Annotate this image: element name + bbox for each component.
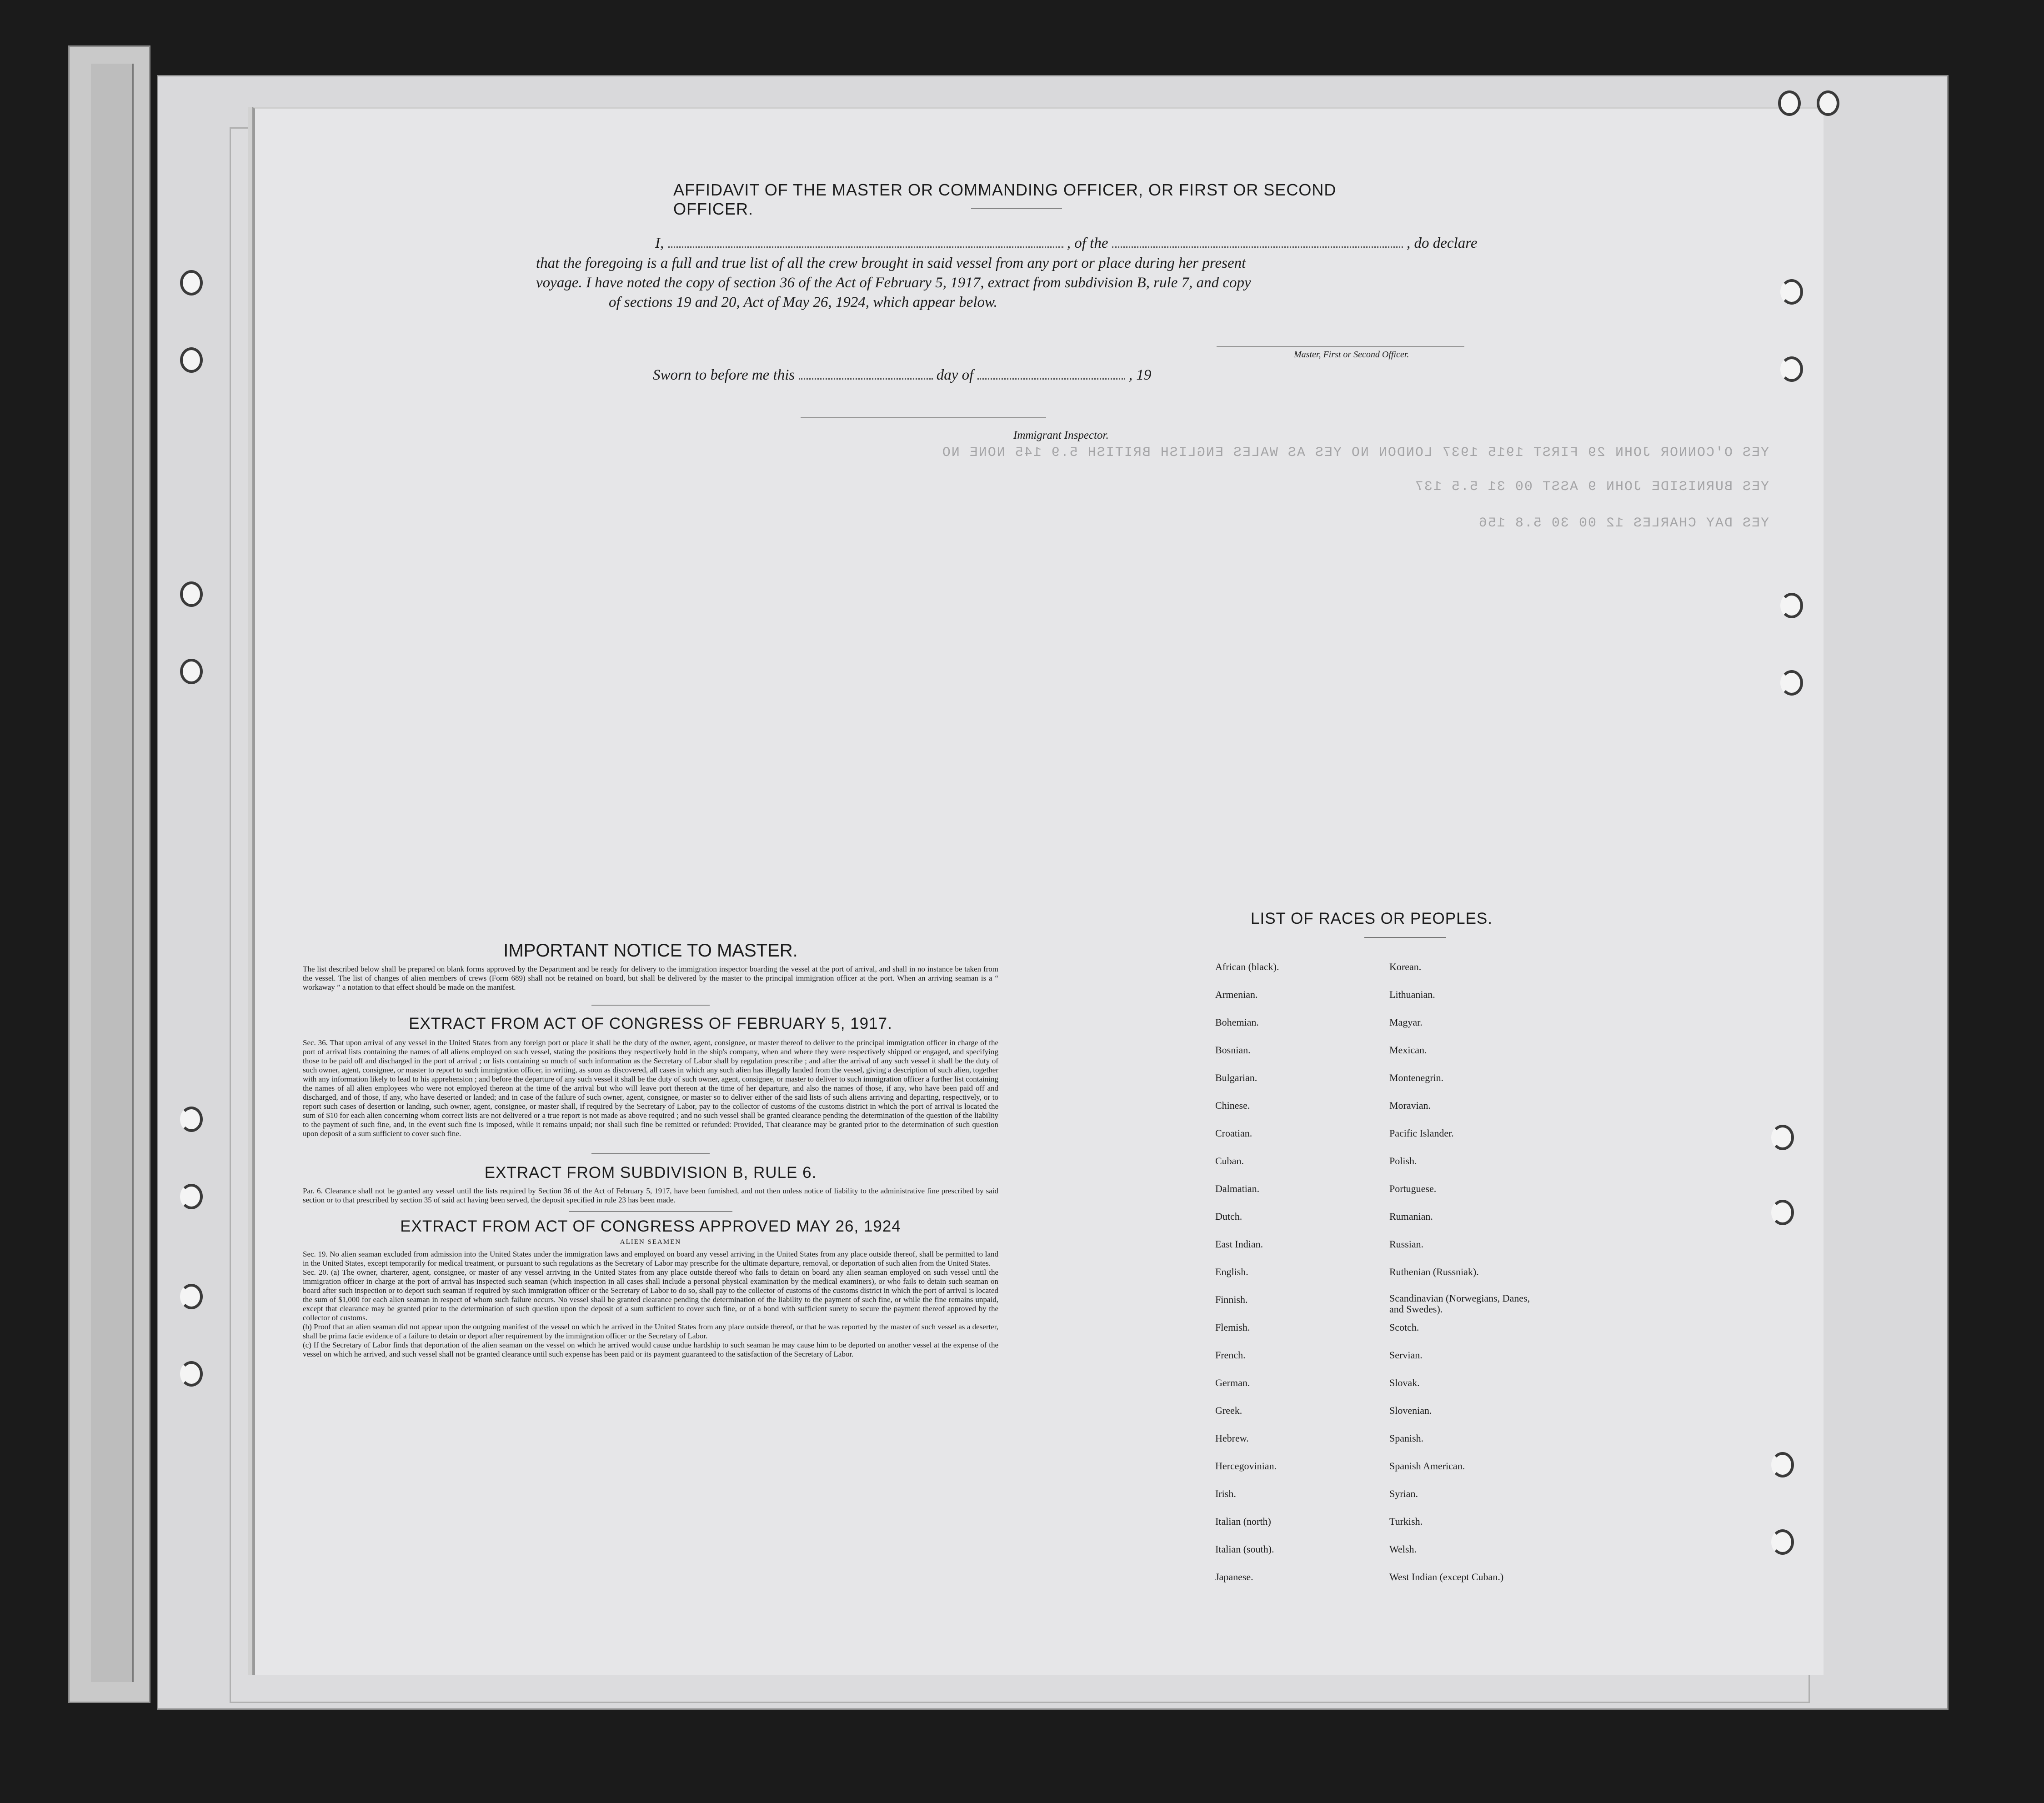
affidavit-i: I, — [655, 235, 664, 251]
race-item: Magyar. — [1389, 1017, 1423, 1028]
race-item: Dutch. — [1215, 1211, 1242, 1222]
affidavit-declare: , do declare — [1406, 235, 1478, 251]
punch-hole — [180, 1184, 203, 1209]
punch-hole — [1771, 1125, 1794, 1150]
race-item: Hercegovinian. — [1215, 1460, 1277, 1472]
extract-1924-subtitle: ALIEN SEAMEN — [620, 1238, 681, 1246]
affidavit-line4: of sections 19 and 20, Act of May 26, 1924, which appear below. — [609, 294, 997, 311]
race-item: Rumanian. — [1389, 1211, 1433, 1222]
punch-hole — [180, 1284, 203, 1309]
bleed-through-row: YES O'CONNOR JOHN 29 FIRST 1915 1937 LONDON NO YES AS WALES ENGLISH BRITISH 5.9 145 NONE NO — [941, 445, 1769, 461]
extract-1917-body: Sec. 36. That upon arrival of any vessel in the United States from any foreign port or place it shall be the duty of the owner, agent, consignee, or master thereof to deliver to the principal immigration officer in charge of the port of arrival lists containing the names of all aliens employed on such vessel, stating the positions they respectively hold in the ship's company, when and where they were respectively shipped or engaged, and specifying those to be paid off and discharged in the port of arrival ; or lists containing so much of such information as the Secretary of Labor shall by regulation prescribe ; and after the arrival of any such vessel it shall be the duty of such owner, agent, consignee, or master to report to such immigration officer, in writing, as soon as discovered, all cases in which any such alien has illegally landed from the vessel, giving a description of such alien, together with any information likely to lead to his apprehension ; and before the departure of any such vessel it shall be the duty of such owner, agent, consignee, or master to deliver to such immigration officer a further list containing the names of all alien employees who were not employed thereon at the time of the arrival but who will leave port thereon at the time of her departure, and also the names of those, if any, who have been paid off and discharged, and of those, if any, who have deserted or landed; and in case of the failure of such owner, agent, consignee, or master so to deliver either of the said lists of such aliens arriving and departing, respectively, or to report such cases of desertion or landing, such owner, agent, consignee, or master shall, if required by the Secretary of Labor, pay to the collector of customs of the customs district in which the port of arrival is located the sum of $10 for each alien concerning whom correct lists are not delivered or a true report is not made as above required ; and no such vessel shall be granted clearance pending the determination of the question of the liability to the payment of such fine, and, in the event such fine is imposed, while it remains unpaid; nor shall such fine be remitted or refunded: Provided, That clearance may be granted prior to the determination of such question upon deposit of a sum sufficient to cover such fine. — [303, 1038, 998, 1138]
race-item: Pacific Islander. — [1389, 1127, 1454, 1139]
master-signature-label: Master, First or Second Officer. — [1294, 350, 1409, 360]
punch-hole — [1771, 1452, 1794, 1477]
vessel-name-field[interactable] — [1112, 246, 1403, 248]
section-divider — [591, 1005, 710, 1006]
master-name-field[interactable] — [668, 246, 1063, 248]
race-item: Bosnian. — [1215, 1044, 1251, 1056]
race-item: Russian. — [1389, 1238, 1424, 1250]
manifest-page — [252, 107, 1824, 1675]
affidavit-of-the: , of the — [1067, 235, 1108, 251]
race-item: Syrian. — [1389, 1488, 1418, 1499]
title-underline — [971, 208, 1062, 209]
race-item: Slovenian. — [1389, 1405, 1432, 1416]
notice-section — [303, 941, 998, 1359]
race-item: Spanish. — [1389, 1432, 1424, 1444]
sworn-year: , 19 — [1128, 367, 1152, 383]
race-item: Scandinavian (Norwegians, Danes, and Swedes). — [1389, 1292, 1530, 1315]
race-item: East Indian. — [1215, 1238, 1263, 1250]
race-item: West Indian (except Cuban.) — [1389, 1571, 1504, 1583]
race-item: Flemish. — [1215, 1322, 1250, 1333]
punch-hole — [1778, 90, 1801, 116]
sworn-day-of: day of — [936, 367, 974, 383]
race-item: African (black). — [1215, 961, 1279, 972]
inspector-label: Immigrant Inspector. — [1013, 429, 1109, 441]
sworn-month-field[interactable] — [977, 378, 1125, 380]
race-item: French. — [1215, 1349, 1246, 1361]
punch-hole — [180, 1107, 203, 1132]
punch-hole — [180, 659, 203, 684]
race-item: Hebrew. — [1215, 1432, 1249, 1444]
races-title: LIST OF RACES OR PEOPLES. — [1251, 910, 1493, 927]
affidavit-line2: that the foregoing is a full and true list of all the crew brought in said vessel from any port or place during her present — [536, 255, 1246, 271]
race-item: Turkish. — [1389, 1516, 1423, 1527]
punch-hole — [180, 347, 203, 373]
extract-1924-title: EXTRACT FROM ACT OF CONGRESS APPROVED MAY 26, 1924 — [400, 1217, 901, 1235]
race-item: Croatian. — [1215, 1127, 1252, 1139]
race-item: Montenegrin. — [1389, 1072, 1444, 1083]
race-item: Cuban. — [1215, 1155, 1244, 1167]
page-edge-strip — [91, 64, 134, 1682]
race-item: Lithuanian. — [1389, 989, 1435, 1000]
master-signature-line[interactable] — [1217, 346, 1464, 347]
affidavit-line1 — [655, 235, 1564, 252]
punch-hole — [180, 1361, 203, 1387]
punch-hole — [1780, 670, 1803, 696]
section-divider — [569, 1211, 732, 1212]
race-item: Chinese. — [1215, 1100, 1250, 1111]
punch-hole — [180, 270, 203, 295]
race-item: Moravian. — [1389, 1100, 1431, 1111]
punch-hole — [1771, 1529, 1794, 1555]
race-item: Bohemian. — [1215, 1017, 1259, 1028]
race-item: Slovak. — [1389, 1377, 1420, 1388]
extract-1924-sec20a: Sec. 20. (a) The owner, charterer, agent, consignee, or master of any vessel arriving in the United States from any place outside thereof who fails to detain on board any alien seaman employed on such vessel until the immigration officer in charge at the port of arrival has inspected such seaman (which inspection in all cases shall include a personal physical examination by the medical examiners), or who fails to detain such seaman on board after such inspection or to deport such seaman if required by such immigration officer or the Secretary of Labor to do so, shall pay to the collector of customs of the customs district in which the port of arrival is located the sum of $1,000 for each alien seaman in respect of whom such failure occurs. No vessel shall be granted clearance pending the determination of the liability to the payment of such fine, or while the fine remains unpaid, except that clearance may be granted prior to the determination of such question upon the deposit of a sum sufficient to cover such fine, or of a bond with sufficient surety to secure the payment thereof approved by the collector of customs. — [303, 1268, 998, 1322]
punch-hole — [1780, 356, 1803, 382]
punch-hole — [1771, 1200, 1794, 1225]
bleed-through-row: YES DAY CHARLES 12 00 30 5.8 156 — [1478, 516, 1769, 531]
subdivision-title: EXTRACT FROM SUBDIVISION B, RULE 6. — [484, 1164, 817, 1182]
race-item: German. — [1215, 1377, 1250, 1388]
notice-body: The list described below shall be prepared on blank forms approved by the Department and be ready for delivery to the immigration inspector boarding the vessel at the port of arrival, and shall in no instance be taken from the vessel. The list of changes of alien members of crews (Form 689) shall not be retained on board, but shall be delivered by the master to the principal immigration officer at the port. When an arriving seaman is a “ workaway ” a notation to that effect should be made on the manifest. — [303, 965, 998, 992]
race-item: Spanish American. — [1389, 1460, 1465, 1472]
race-item: Greek. — [1215, 1405, 1242, 1416]
race-item: Italian (south). — [1215, 1543, 1274, 1555]
sworn-line — [653, 367, 1151, 384]
extract-1924-sec20b: (b) Proof that an alien seaman did not appear upon the outgoing manifest of the vessel on which he arrived in the United States from any place outside thereof, or that he was reported by the master of such vessel as a deserter, shall be prima facie evidence of a failure to detain or deport after requirement by the immigration officer or the Secretary of Labor. — [303, 1322, 998, 1340]
inspector-signature-line[interactable] — [801, 417, 1046, 418]
punch-hole — [180, 581, 203, 607]
races-title-underline — [1364, 937, 1446, 938]
race-item: Mexican. — [1389, 1044, 1427, 1056]
affidavit-line3: voyage. I have noted the copy of section 36 of the Act of February 5, 1917, extract from subdivision B, rule 7, and copy — [536, 275, 1251, 291]
extract-1917-title: EXTRACT FROM ACT OF CONGRESS OF FEBRUARY 5, 1917. — [409, 1015, 892, 1032]
race-item: Welsh. — [1389, 1543, 1417, 1555]
bleed-through-row: YES BURNISIDE JOHN 9 ASST 00 31 5.5 137 — [1414, 479, 1769, 495]
race-item: Finnish. — [1215, 1294, 1248, 1305]
race-item: Bulgarian. — [1215, 1072, 1257, 1083]
extract-1924-sec20c: (c) If the Secretary of Labor finds that deportation of the alien seaman on the vessel on which he arrived would cause undue hardship to such seaman he may cause him to be deported on another vessel at the expense of the vessel on which he arrived, and such vessel shall not be granted clearance until such expense has been paid or its payment guaranteed to the satisfaction of the Secretary of Labor. — [303, 1341, 998, 1358]
notice-title: IMPORTANT NOTICE TO MASTER. — [503, 941, 798, 961]
punch-hole — [1780, 279, 1803, 305]
race-item: Armenian. — [1215, 989, 1258, 1000]
sworn-prefix: Sworn to before me this — [653, 367, 795, 383]
sworn-day-field[interactable] — [799, 378, 933, 380]
race-item: Polish. — [1389, 1155, 1417, 1167]
race-item: Korean. — [1389, 961, 1422, 972]
race-item: Scotch. — [1389, 1322, 1419, 1333]
race-item: English. — [1215, 1266, 1248, 1277]
punch-hole — [1780, 593, 1803, 618]
race-item: Servian. — [1389, 1349, 1423, 1361]
section-divider — [591, 1153, 710, 1154]
extract-1924-sec19: Sec. 19. No alien seaman excluded from admission into the United States under the immigration laws and employed on board any vessel arriving in the United States from any place outside thereof, shall be permitted to land in the United States, except temporarily for medical treatment, or pursuant to such regulations as the Secretary of Labor may prescribe for the ultimate departure, removal, or deportation of such alien from the United States. — [303, 1250, 998, 1267]
race-item: Portuguese. — [1389, 1183, 1437, 1194]
race-item: Italian (north) — [1215, 1516, 1271, 1527]
race-item: Japanese. — [1215, 1571, 1253, 1583]
race-item: Ruthenian (Russniak). — [1389, 1266, 1479, 1277]
subdivision-body: Par. 6. Clearance shall not be granted any vessel until the lists required by Section 36 of the Act of February 5, 1917, have been furnished, and not then unless notice of liability to the administrative fine prescribed by said section or to that prescribed by section 35 of said act having been served, the deposit specified in rule 23 has been made. — [303, 1187, 998, 1204]
race-item: Irish. — [1215, 1488, 1236, 1499]
race-item: Dalmatian. — [1215, 1183, 1260, 1194]
punch-hole — [1817, 90, 1839, 116]
affidavit-title: AFFIDAVIT OF THE MASTER OR COMMANDING OFFICER, OR FIRST OR SECOND OFFICER. — [673, 180, 1337, 218]
